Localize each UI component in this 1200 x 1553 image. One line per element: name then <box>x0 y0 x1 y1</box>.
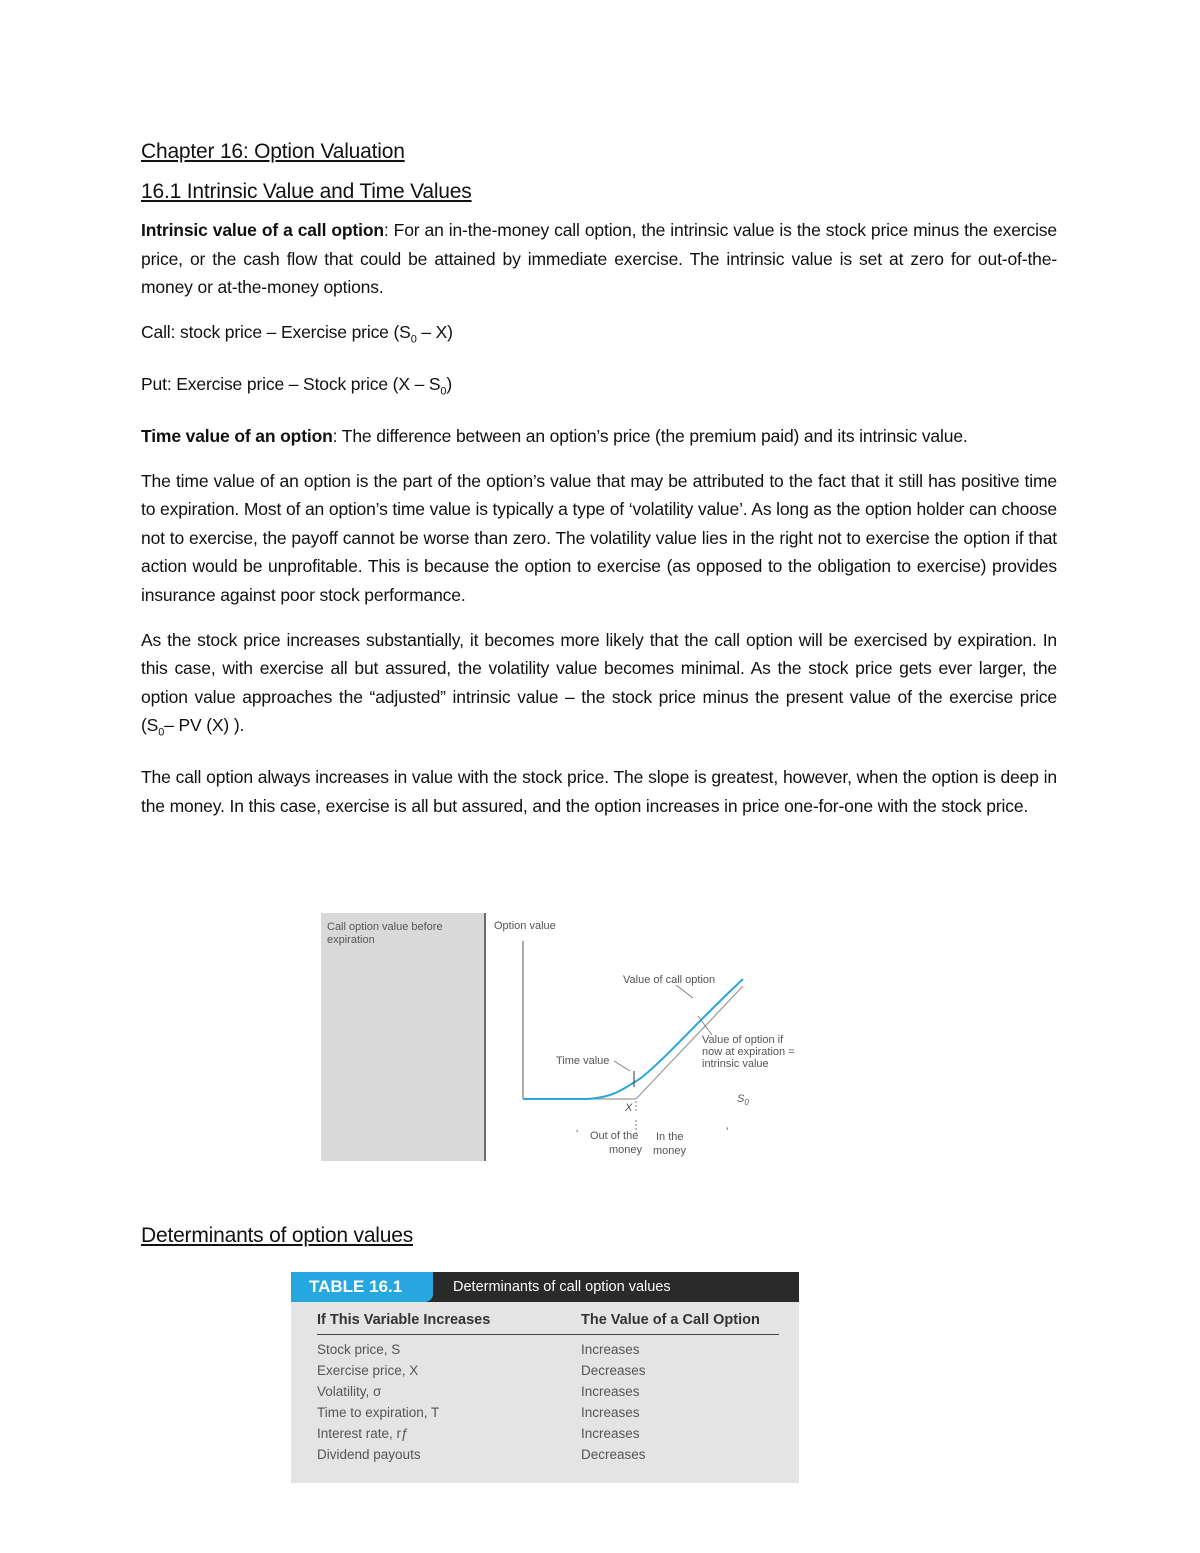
put-formula <box>141 370 1057 406</box>
out-of-money-label-1: Out of the <box>590 1130 639 1142</box>
intrinsic-value-term: Intrinsic value of a call option <box>141 220 384 240</box>
figure-panel-label: Call option value before expiration <box>327 921 443 946</box>
intrinsic-label-1: Value of option if <box>702 1034 784 1046</box>
put-formula-sub: 0 <box>440 385 447 398</box>
row-effect: Increases <box>581 1405 640 1420</box>
time-value-explanation: The time value of an option is the part of the option’s value that may be attributed to the fact that it still has positive time to expiration. Most of an option’s time value is typically a type of ‘volatility value’. As long as the option holder can choose not to exercise, the payoff cannot be worse than zero. The volatility value lies in the right not to exercise the option if that action would be unprofitable. This is because the option to exercise (as opposed to the obligation to exercise) provides insurance against poor stock performance. <box>141 470 1057 605</box>
time-value-term: Time value of an option <box>141 425 333 446</box>
time-value-paragraph <box>141 422 1057 451</box>
stock-price-paragraph <box>141 626 1057 748</box>
table-row <box>291 1384 799 1405</box>
put-formula-suffix: ) <box>446 373 453 394</box>
intrinsic-label-3: intrinsic value <box>702 1058 769 1070</box>
out-of-money-label-2: money <box>609 1144 643 1156</box>
intrinsic-label-2: now at expiration = <box>702 1046 795 1058</box>
table-row <box>291 1363 799 1384</box>
row-effect: Increases <box>581 1426 640 1441</box>
stock-price-suffix: – PV (X) ). <box>164 715 245 736</box>
table-row <box>291 1405 799 1426</box>
column-header-variable: If This Variable Increases <box>317 1312 491 1328</box>
exercise-price-label: X <box>625 1102 633 1114</box>
stock-price-text: As the stock price increases substantially, it becomes more likely that the call option will be exercised by expiration. In this case, with exercise all but assured, the volatility value becomes minimal. As the stock price gets ever larger, the option value approaches the “adjusted” intrinsic value – the stock price minus the present value of the exercise price (S <box>141 629 1057 736</box>
table-row <box>291 1447 799 1468</box>
row-effect: Decreases <box>581 1363 646 1378</box>
in-money-label-1: In the <box>656 1131 684 1143</box>
row-variable: Dividend payouts <box>317 1447 421 1462</box>
row-variable: Exercise price, X <box>317 1363 419 1378</box>
s0-label: $S_0$ <box>737 1093 749 1107</box>
row-variable: Volatility, σ <box>317 1384 382 1399</box>
option-value-diagram <box>486 913 821 1163</box>
call-formula-prefix: Call: stock price – Exercise price (S <box>141 321 411 342</box>
section-title: 16.1 Intrinsic Value and Time Values <box>141 180 472 203</box>
column-header-value: The Value of a Call Option <box>581 1312 760 1328</box>
call-option-figure <box>321 913 821 1163</box>
table-title: Determinants of call option values <box>453 1279 671 1295</box>
intrinsic-value-paragraph <box>141 216 1057 302</box>
table-header-bar <box>291 1272 799 1302</box>
call-increase-paragraph: The call option always increases in value with the stock price. The slope is greatest, however, when the option is deep in the money. In this case, exercise is all but assured, and the option increases in price one-for-one with the stock price. <box>141 767 1057 816</box>
row-effect: Decreases <box>581 1447 646 1462</box>
figure-side-panel <box>321 913 486 1161</box>
intrinsic-value-text: : For an in-the-money call option, the intrinsic value is the stock price minus the exercise price, or the cash flow that could be attained by immediate exercise. The intrinsic value is set at zero for out-of-the-money or at-the-money options. <box>141 220 1057 298</box>
determinants-table <box>291 1272 799 1483</box>
call-value-label: Value of call option <box>623 974 716 986</box>
call-formula-suffix: – X) <box>416 321 453 342</box>
right-arrow-mark: ’ <box>726 1126 729 1138</box>
table-tag: TABLE 16.1 <box>291 1272 433 1302</box>
left-arrow-mark: ‘ <box>576 1128 579 1140</box>
row-effect: Increases <box>581 1384 640 1399</box>
document-body <box>141 130 1057 837</box>
row-variable: Stock price, S <box>317 1342 401 1357</box>
time-value-text: : The difference between an option’s price (the premium paid) and its intrinsic value. <box>332 425 968 446</box>
in-money-label-2: money <box>653 1145 687 1157</box>
row-effect: Increases <box>581 1342 640 1357</box>
table-row <box>291 1342 799 1363</box>
determinants-title: Determinants of option values <box>141 1224 414 1247</box>
time-value-label: Time value <box>556 1055 610 1067</box>
call-formula-sub: 0 <box>410 333 417 346</box>
table-rows <box>291 1342 799 1468</box>
chapter-title: Chapter 16: Option Valuation <box>141 140 405 163</box>
row-variable: Interest rate, rƒ <box>317 1426 409 1441</box>
time-value-leader <box>614 1061 630 1071</box>
call-formula <box>141 318 1057 354</box>
call-value-leader <box>676 985 693 998</box>
put-formula-prefix: Put: Exercise price – Stock price (X – S <box>141 373 441 394</box>
y-axis-label: Option value <box>494 920 556 932</box>
table-row <box>291 1426 799 1447</box>
header-rule <box>317 1334 779 1335</box>
row-variable: Time to expiration, T <box>317 1405 440 1420</box>
stock-price-sub: 0 <box>158 726 165 739</box>
